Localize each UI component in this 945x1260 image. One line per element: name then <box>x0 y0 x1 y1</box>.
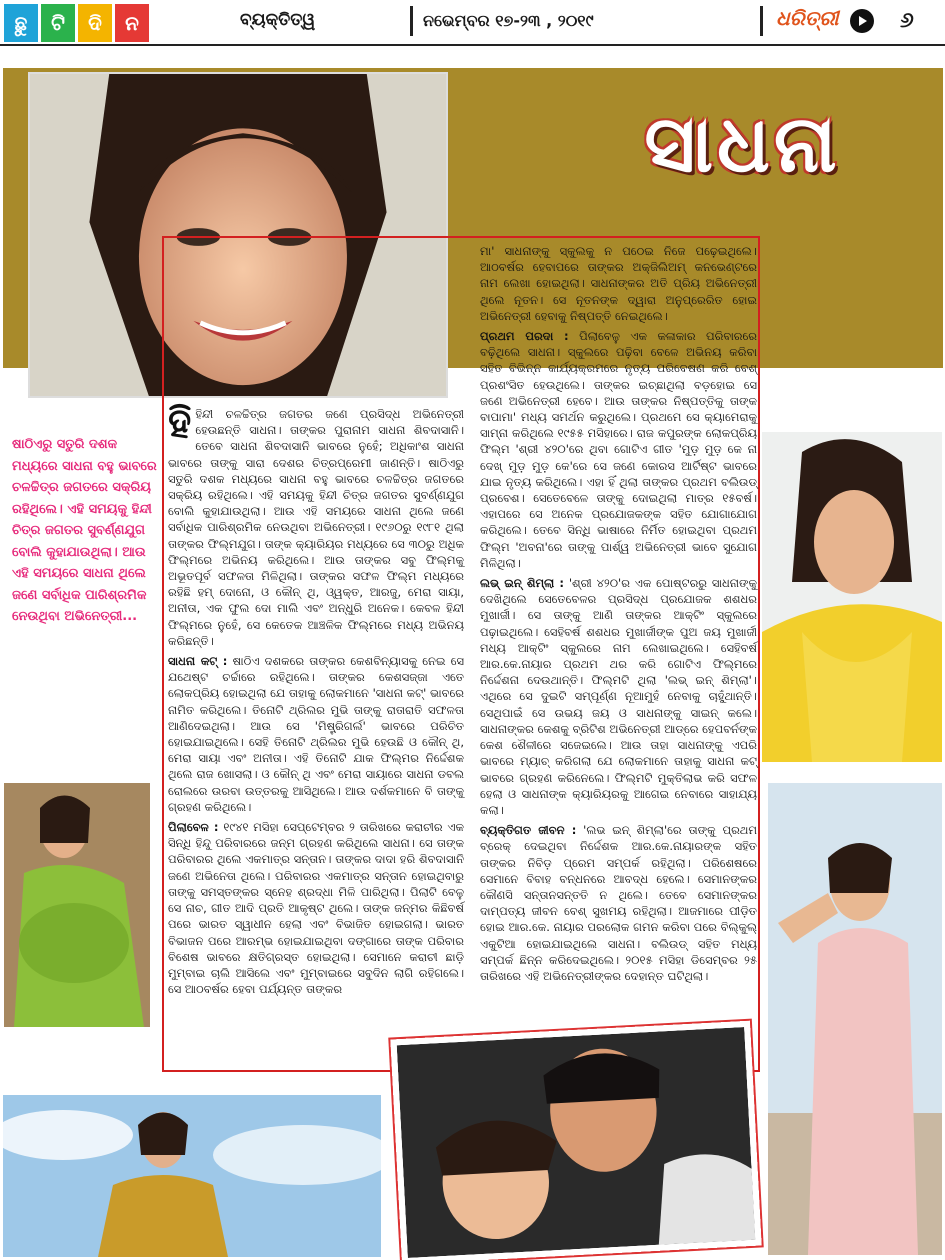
paragraph-text: 'ଶ୍ରୀ ୪୨୦'ର ଏକ ପୋଷ୍ଟରରୁ ସାଧନାଙ୍କୁ ଦେଖିଥିଲେ ସେତେବେଳର ପ୍ରସିଦ୍ଧ ପ୍ରଯୋଜକ ଶଶଧର ମୁଖାର୍ଜୀ। ସେ ତାଙ୍କୁ ଆଣି ତାଙ୍କର ଆକ୍ଟିଂ ସ୍କୁଲରେ ପଢ଼ାଇଥିଲେ। ସେହିବର୍ଷ ଶଶଧର ମୁଖାର୍ଜୀଙ୍କ ପୁଅ ଜୟ ମୁଖାର୍ଜୀ ମଧ୍ୟ ଆକ୍ଟିଂ ସ୍କୁଲରେ ନାମ ଲେଖାଇଥିଲେ। ସେହିବର୍ଷ ଆର.କେ.ନାୟାର ପ୍ରଥମ ଥର କରି ଗୋଟିଏ ଫିଲ୍ମରେ ନିର୍ଦ୍ଦେଶନା ଦେଉଥାନ୍ତି। ଫିଲ୍ମଟି ଥିଲା 'ଲଭ୍ ଇନ୍ ଶିମ୍ଲା'। ଏଥିରେ ସେ ଦୁଇଟି ସମ୍ପୂର୍ଣ୍ଣ ନୂଆମୁହଁ ନେବାକୁ ଚାହୁଁଥାନ୍ତି। ସେଥିପାଇଁ ସେ ଉଭୟ ଜୟ ଓ ସାଧନାଙ୍କୁ ସାଇନ୍ କଲେ। ସାଧନାଙ୍କର କେଶକୁ ବ୍ରିଟିଶ ଅଭିନେତ୍ରୀ ଆଡ୍ରେ ହେପବର୍ନଙ୍କ କେଶ ଶୈଳୀରେ ସଜେଇଲେ। ଆଉ ତାହା ସାଧନାଙ୍କୁ ଏପରି ଭାବରେ ମ୍ୟାଚ୍ କରିଗଲା ଯେ ଲୋକମାନେ ତାହାକୁ ସାଧନା କଟ୍ ଭାବରେ ଗ୍ରହଣ କରିନେଲେ। ଫିଲ୍ମଟି ମୁକ୍ତିଲାଭ କରି ସଫଳ ହେଲା ଓ ସାଧନାଙ୍କ କ୍ୟାରିୟରକୁ ଆଗେଇ ନେବାରେ ସାହାଯ୍ୟ କଲା। <box>480 576 758 817</box>
green-saree-photo <box>4 783 150 1027</box>
subheading: ବ୍ୟକ୍ତିଗତ ଜୀବନ : <box>480 823 577 838</box>
paragraph <box>480 243 757 324</box>
page-header <box>0 0 945 46</box>
paragraph <box>168 400 464 649</box>
pink-dress-photo <box>768 783 942 1255</box>
section-label: ବ୍ୟକ୍ତିତ୍ୱ <box>240 10 316 30</box>
newspaper-logo: ଧରିତ୍ରୀ <box>776 6 839 30</box>
subheading: ପିଲାବେଳ : <box>168 820 219 835</box>
article-title: ସାଧନା <box>644 99 841 190</box>
play-icon <box>850 9 874 33</box>
article-title-wrap <box>545 90 940 200</box>
masthead-logo <box>4 4 149 42</box>
paragraph <box>480 822 757 984</box>
sky-background-photo <box>3 1095 381 1257</box>
paragraph <box>168 819 464 997</box>
masthead-letter: ଛୁ <box>4 4 38 42</box>
article-column-left <box>168 400 465 1001</box>
masthead-letter: ନ <box>115 4 149 42</box>
paragraph-text: ପିଲାବେଳୁ ଏକ କଳାକାର ପରିବାରରେ ବଢ଼ିଥିଲେ ସାଧନା। ସ୍କୁଲରେ ପଢ଼ିବା ବେଳେ ଅଭିନୟ କରିବା ସହିତ ବିଭିନ୍ନ କାର୍ଯ୍ୟକ୍ରମରେ ନୃତ୍ୟ ପରିବେଷଣ କରି ବେଶ୍ ପ୍ରଶଂସିତ ହେଉଥିଲେ। ତାଙ୍କର ଇଚ୍ଛାଥିଲା ବଡ଼ହୋଇ ସେ ଜଣେ ଅଭିନେତ୍ରୀ ହେବେ। ଆଉ ତାଙ୍କର ନିଷ୍ପତ୍ତିକୁ ତାଙ୍କ ବାପାମା' ମଧ୍ୟ ସମର୍ଥନ କରୁଥିଲେ। ପ୍ରଥମେ ସେ କ୍ୟାମେରାକୁ ସାମ୍ନା କରିଥିଲେ ୧୯୫୫ ମସିହାରେ। ରାଜ କପୁରଙ୍କ ଲୋକପ୍ରିୟ ଫିଲ୍ମ 'ଶ୍ରୀ ୪୨୦'ରେ ଥିବା ଗୋଟିଏ ଗୀତ 'ମୁଡ଼ ମୁଡ଼ କେ ନା ଦେଖ୍ ମୁଡ଼ ମୁଡ଼ କେ'ରେ ସେ ଜଣେ କୋରସ ଆର୍ଟିଷ୍ଟ ଭାବରେ ଯାଇ ନୃତ୍ୟ କରିଥିଲେ। ଏହା ହିଁ ଥିଲା ତାଙ୍କର ପ୍ରଥମ ବଲିଉଡ୍ ପ୍ରବେଶ। ସେତେବେଳେ ତାଙ୍କୁ ଦୋଇଥିଲା ମାତ୍ର ୧୫ବର୍ଷ। ଏହାପରେ ସେ ଅନେକ ପ୍ରଯୋଜକଙ୍କ ସହିତ ଯୋଗାଯୋଗ କରିଥିଲେ। ତେବେ ସିନ୍ଧି ଭାଷାରେ ନିର୍ମିତ ହୋଇଥିବା ପ୍ରଥମ ଫିଲ୍ମ 'ଅବନା'ରେ ତାଙ୍କୁ ପାର୍ଶ୍ୱ ଅଭିନେତ୍ରୀ ଭାବେ ସୁଯୋଗ ମିଳିଥିଲା। <box>480 329 758 570</box>
drop-cap: ହି <box>168 400 192 446</box>
paragraph-text: ମା' ସାଧନାଙ୍କୁ ସ୍କୁଲକୁ ନ ପଠେଇ ନିଜେ ପଢ଼େଇଥିଲେ। ଆଠବର୍ଷର ହେବାପରେ ତାଙ୍କର ଅକ୍ଜିଲିଅମ୍ କନଭେଣ୍ଟରେ ନାମ ଲେଖା ହୋଇଥିଲା। ସାଧନାଙ୍କର ଅତି ପ୍ରିୟ ଅଭିନେତ୍ରୀ ଥିଲେ ନୂତନ। ସେ ନୂତନଙ୍କ ଦ୍ୱାରା ଅନୁପ୍ରେରିତ ହୋଇ ଅଭିନେତ୍ରୀ ହେବାକୁ ନିଷ୍ପତ୍ତି ନେଇଥିଲେ। <box>480 244 757 323</box>
subheading: ଲଭ୍ ଇନ୍ ଶିମ୍ଲା : <box>480 576 565 591</box>
header-divider <box>760 6 763 36</box>
yellow-dress-photo <box>762 432 942 762</box>
article-column-right <box>480 243 757 988</box>
masthead-letter: ଟି <box>41 4 75 42</box>
pull-quote: ଷାଠିଏରୁ ସତୁରି ଦଶକ ମଧ୍ୟରେ ସାଧନା ବହୁ ଭାବରେ ଚଳଚ୍ଚିତ୍ର ଜଗତରେ ସକ୍ରିୟ ରହିଥିଲେ। ଏହି ସମୟକୁ ହିନ୍ଦୀ ଚିତ୍ର ଜଗତର ସୁବର୍ଣ୍ଣଯୁଗ ବୋଲି କୁହାଯାଉଥିଲା। ଆଉ ଏହି ସମୟରେ ସାଧନା ଥିଲେ ଜଣେ ସର୍ବାଧିକ ପାରିଶ୍ରମିକ ନେଉଥିବା ଅଭିନେତ୍ରୀ... <box>12 437 157 624</box>
paragraph-text: ଷାଠିଏ ଦଶକରେ ତାଙ୍କର କେଶବିନ୍ୟାସକୁ ନେଇ ସେ ଯଥେଷ୍ଟ ଚର୍ଚ୍ଚାରେ ରହିଥିଲେ। ତାଙ୍କର କେଶସଜ୍ଜା ଏତେ ଲୋକପ୍ରିୟ ହୋଇଥିଲା ଯେ ତାହାକୁ ଲୋକମାନେ 'ସାଧନା କଟ୍' ଭାବରେ ନାମିତ କରିଥିଲେ। ତିନୋଟି ଥ୍ରିଲର ମୁଭି ତାଙ୍କୁ ରାତାରାତି ସଫଳତା ଆଣିଦେଇଥିଲା। ଆଉ ସେ 'ମିଷ୍ଟ୍ରିଗର୍ଲ' ଭାବରେ ପରିଚିତ ହୋଇଯାଇଥିଲେ। ସେହି ତିନୋଟି ଥ୍ରିଲର ମୁଭି ହେଉଛି ଓ କୌନ୍ ଥି, ମେରା ସାୟା ଏବଂ ଅନୀତା। ଏହି ତିନୋଟି ଯାକ ଫିଲ୍ମର ନିର୍ଦ୍ଦେଶକ ଥିଲେ ରାଜ ଖୋସଲା। ଓ କୌନ୍ ଥି ଏବଂ ମେରା ସାୟାରେ ସାଧନା ଡବଲ ରୋଲରେ ଉରବା ଉତ୍ତରକୁ ଆସିଥିଲେ। ଆଉ ଦର୍ଶକମାନେ ବି ତାଙ୍କୁ ଗ୍ରହଣ କରିଥିଲେ। <box>168 654 465 814</box>
subheading: ସାଧନା କଟ୍ : <box>168 654 228 669</box>
paragraph-text: 'ଲଭ ଇନ୍ ଶିମ୍ଲା'ରେ ତାଙ୍କୁ ପ୍ରଥମ ବ୍ରେକ୍ ଦେଇଥିବା ନିର୍ଦ୍ଦେଶକ ଆର.କେ.ନାୟାରଙ୍କ ସହିତ ତାଙ୍କର ନିବିଡ଼ ପ୍ରେମ ସମ୍ପର୍କ ରହିଥିଲା। ପରିଶେଷରେ ସେମାନେ ବିବାହ ବନ୍ଧନରେ ଆବଦ୍ଧ ହେଲେ। ସେମାନଙ୍କର କୌଣସି ସନ୍ତାନସନ୍ତତି ନ ଥିଲେ। ତେବେ ସେମାନଙ୍କର ଦାମ୍ପତ୍ୟ ଜୀବନ ବେଶ୍ ସୁଖମୟ ରହିଥିଲା। ଆଜମାରେ ପୀଡ଼ିତ ହୋଇ ଆର.କେ. ନାୟାର ପରଲୋକ ଗମନ କରିବା ପରେ ବିଲ୍କୁଲ୍ ଏକୁଟିଆ ହୋଇଯାଇଥିଲେ ସାଧନା। ବଲିଉଡ୍ ସହିତ ମଧ୍ୟ ସମ୍ପର୍କ ଛିନ୍ନ କରିଦେଇଥିଲେ। ୨୦୧୫ ମସିହା ଡିସେମ୍ବର ୨୫ ତାରିଖରେ ଏହି ଅଭିନେତ୍ରୀଙ୍କର ଦେହାନ୍ତ ଘଟିଥିଲା। <box>480 823 757 983</box>
paragraph-text: ୧୯୪୧ ମସିହା ସେପ୍ଟେମ୍ବର ୨ ତାରିଖରେ କରାଚୀର ଏକ ସିନ୍ଧି ହିନ୍ଦୁ ପରିବାରରେ ଜନ୍ମ ଗ୍ରହଣ କରିଥିଲେ ସାଧନା। ସେ ତାଙ୍କ ପରିବାରର ଥିଲେ ଏକମାତ୍ର ସନ୍ତାନ। ତାଙ୍କର ଦାଦା ହରି ଶିବଦାସାନି ଜଣେ ଅଭିନେତା ଥିଲେ। ପରିବାରର ଏକମାତ୍ର ସନ୍ତାନ ହୋଇଥିବାରୁ ତାଙ୍କୁ ସମସ୍ତଙ୍କର ସ୍ନେହ ଶ୍ରଦ୍ଧା ମିଳି ପାରିଥିଲା। ପିଲାଟି ବେଳୁ ସେ ନାଚ, ଗୀତ ଆଦି ପ୍ରତି ଆକୃଷ୍ଟ ଥିଲେ। ତାଙ୍କ ଜନ୍ମର କିଛିବର୍ଷ ପରେ ଭାରତ ସ୍ୱାଧୀନ ହେଲା ଏବଂ ବିଭାଜିତ ହୋଇଗଲା। ଭାରତ ବିଭାଜନ ପରେ ଆରମ୍ଭ ହୋଇଯାଇଥିବା ଦଙ୍ଗାରେ ତାଙ୍କ ପରିବାର ବିଶେଷ ଭାବରେ କ୍ଷତିଗ୍ରସ୍ତ ହୋଇଥିଲା। ସେମାନେ କରାଚୀ ଛାଡ଼ି ମୁମ୍ବାଇ ଚାଲି ଆସିଲେ ଏବଂ ମୁମ୍ବାଇରେ ସବୁଦିନ ଲାଗି ରହିଗଲେ। ସେ ଆଠବର୍ଷର ହେବା ପର୍ଯ୍ୟନ୍ତ ତାଙ୍କର <box>168 820 464 997</box>
paragraph <box>168 653 464 815</box>
paragraph <box>480 328 757 571</box>
paragraph-text: ହିନ୍ଦୀ ଚଳଚ୍ଚିତ୍ର ଜଗତର ଜଣେ ପ୍ରସିଦ୍ଧ ଅଭିନେତ୍ରୀ ହେଉଛନ୍ତି ସାଧନା। ତାଙ୍କର ପୁରାନାମ ସାଧନା ଶିବଦାସାନି। ତେବେ ସାଧନା ଶିବଦାସାନି ଭାବରେ ନୁହେଁ; ଅଧିକାଂଶ ସାଧନା ଭାବରେ ତାଙ୍କୁ ସାରା ଦେଶର ଚିତ୍ରପ୍ରେମୀ ଜାଣନ୍ତି। ଷାଠିଏରୁ ସତୁରି ଦଶକ ମଧ୍ୟରେ ସାଧନା ବହୁ ଭାବରେ ଚଳଚ୍ଚିତ୍ର ଜଗତରେ ସକ୍ରିୟ ରହିଥିଲେ। ଏହି ସମୟକୁ ହିନ୍ଦୀ ଚିତ୍ର ଜଗତର ସୁବର୍ଣ୍ଣଯୁଗ ବୋଲି କୁହାଯାଉଥିଲା। ଆଉ ଏହି ସମୟରେ ସାଧନା ଥିଲେ ଜଣେ ସର୍ବାଧିକ ପାରିଶ୍ରମିକ ନେଉଥିବା ଅଭିନେତ୍ରୀ। ୧୯୬୦ରୁ ୧୯୮୧ ଥିଲା ତାଙ୍କର ଫିଲ୍ମଯୁଗ। ତାଙ୍କ କ୍ୟାରିୟର ମଧ୍ୟରେ ସେ ୩୦ରୁ ଅଧିକ ଫିଲ୍ମରେ ଅଭିନୟ କରିଥିଲେ। ଆଉ ତାଙ୍କର ସବୁ ଫିଲ୍ମକୁ ଅଭୂତପୂର୍ବ ସଫଳତା ମିଳିଥିଲା। ତାଙ୍କର ସଫଳ ଫିଲ୍ମ ମଧ୍ୟରେ ରହିଛି ହମ୍ ଦୋନୋ, ଓ କୌନ୍ ଥି, ଓ୍ୱକ୍ତ, ଆରଜୁ, ମେରା ସାୟା, ଅନୀତା, ଏକ ଫୁଲ ଦୋ ମାଲି ଏବଂ ଅନ୍ଧୁରି ଅନେକ। କେବଳ ହିନ୍ଦୀ ଫିଲ୍ମରେ ନୁହେଁ, ସେ କେତେକ ଆଞ୍ଚଳିକ ଫିଲ୍ମରେ ମଧ୍ୟ ଅଭିନୟ କରିଛନ୍ତି। <box>168 407 464 648</box>
subheading: ପ୍ରଥମ ପରଦା : <box>480 329 569 344</box>
masthead-letter: ଦି <box>78 4 112 42</box>
issue-date: ନଭେମ୍ବର ୧୭-୨୩ , ୨୦୧୯ <box>410 6 594 36</box>
paragraph <box>480 575 757 818</box>
page-number: ୬ <box>900 8 914 33</box>
couple-photo <box>390 1021 761 1260</box>
